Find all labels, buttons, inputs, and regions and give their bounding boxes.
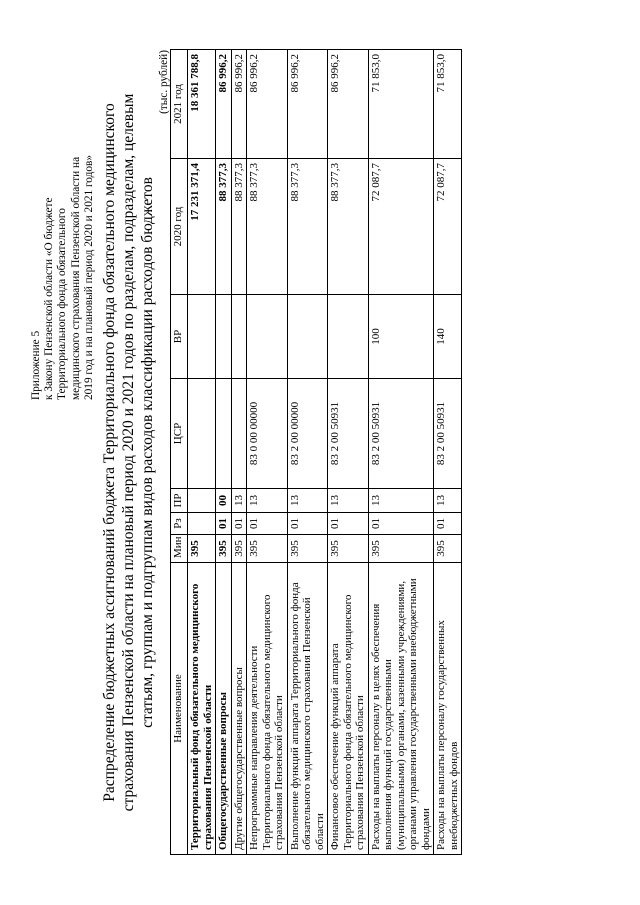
row-2020: 88 377,3 — [328, 159, 369, 295]
header-vr: ВР — [171, 295, 188, 379]
row-2020: 88 377,3 — [247, 159, 288, 295]
row-pr: 13 — [434, 489, 462, 513]
row-2021: 86 996,2 — [216, 50, 232, 159]
row-rz: 01 — [434, 513, 462, 535]
table-row — [216, 50, 232, 855]
title-line: Распределение бюджетных ассигнований бюджета Территориального фонда обязательного медицинского — [101, 103, 118, 802]
row-2021: 86 996,2 — [247, 50, 288, 159]
document-title — [100, 50, 157, 855]
row-rz: 01 — [247, 513, 288, 535]
table-body — [188, 50, 462, 855]
table-row — [188, 50, 216, 855]
row-2021: 86 996,2 — [328, 50, 369, 159]
row-pr: 13 — [287, 489, 328, 513]
row-pr — [188, 489, 216, 513]
row-vr — [216, 295, 232, 379]
annex-line: Приложение 5 — [30, 330, 42, 400]
table-row — [434, 50, 462, 855]
table-row — [231, 50, 247, 855]
row-csr — [188, 379, 216, 489]
row-rz: 01 — [231, 513, 247, 535]
row-name: Общегосударственные вопросы — [216, 563, 232, 855]
row-csr — [231, 379, 247, 489]
units-label: (тыс. рублей) — [158, 50, 170, 114]
row-vr — [188, 295, 216, 379]
header-rz: Рз — [171, 513, 188, 535]
row-vr — [328, 295, 369, 379]
row-pr: 00 — [216, 489, 232, 513]
row-pr: 13 — [368, 489, 434, 513]
row-csr: 83 2 00 50931 — [328, 379, 369, 489]
header-2021: 2021 год — [171, 50, 188, 159]
row-pr: 13 — [328, 489, 369, 513]
row-2021: 86 996,2 — [287, 50, 328, 159]
row-min: 395 — [434, 535, 462, 563]
annex-note — [30, 40, 96, 400]
budget-table — [170, 49, 462, 855]
annex-line: медицинского страхования Пензенской области на — [69, 156, 82, 400]
row-csr: 83 0 00 00000 — [247, 379, 288, 489]
row-2021: 86 996,2 — [231, 50, 247, 159]
row-name: Выполнение функций аппарата Территориального фонда обязательного медицинского страхования Пензенской области — [287, 563, 328, 855]
row-name: Расходы на выплаты персоналу в целях обеспечения выполнения функций государственными (муниципальными) органами, казенными учреждениями, органами управления государственными внебюджетными фондами — [368, 563, 434, 855]
row-2020: 72 087,7 — [434, 159, 462, 295]
row-min: 395 — [287, 535, 328, 563]
row-2020: 88 377,3 — [231, 159, 247, 295]
row-2021: 71 853,0 — [368, 50, 434, 159]
row-vr — [247, 295, 288, 379]
row-name: Другие общегосударственные вопросы — [231, 563, 247, 855]
row-name: Непрограммные направления деятельности Территориального фонда обязательного медицинского страхования Пензенской области — [247, 563, 288, 855]
row-name: Территориальный фонд обязательного медицинского страхования Пензенской области — [188, 563, 216, 855]
row-min: 395 — [231, 535, 247, 563]
title-line: статьям, группам и подгруппам видов расходов классификации расходов бюджетов — [139, 177, 156, 728]
row-2021: 71 853,0 — [434, 50, 462, 159]
header-csr: ЦСР — [171, 379, 188, 489]
table-row — [247, 50, 288, 855]
row-vr — [231, 295, 247, 379]
table-row — [328, 50, 369, 855]
row-rz: 01 — [287, 513, 328, 535]
table-header-row — [171, 50, 188, 855]
row-min: 395 — [188, 535, 216, 563]
row-pr: 13 — [247, 489, 288, 513]
row-name: Расходы на выплаты персоналу государственных внебюджетных фондов — [434, 563, 462, 855]
row-min: 395 — [216, 535, 232, 563]
row-min: 395 — [328, 535, 369, 563]
table-row — [368, 50, 434, 855]
row-vr: 140 — [434, 295, 462, 379]
row-csr: 83 2 00 50931 — [368, 379, 434, 489]
row-min: 395 — [368, 535, 434, 563]
table-row — [287, 50, 328, 855]
title-line: страхования Пензенской области на плановый период 2020 и 2021 годов по разделам, подразделам, целевым — [120, 93, 137, 812]
row-rz: 01 — [216, 513, 232, 535]
row-rz: 01 — [328, 513, 369, 535]
row-name: Финансовое обеспечение функций аппарата Территориального фонда обязательного медицинского страхования Пензенской области — [328, 563, 369, 855]
row-2020: 17 231 371,4 — [188, 159, 216, 295]
header-pr: ПР — [171, 489, 188, 513]
row-csr: 83 2 00 50931 — [434, 379, 462, 489]
row-csr — [216, 379, 232, 489]
row-2020: 72 087,7 — [368, 159, 434, 295]
row-min: 395 — [247, 535, 288, 563]
row-vr — [287, 295, 328, 379]
annex-line: 2019 год и на плановый период 2020 и 2021 годов» — [82, 154, 95, 400]
row-rz — [188, 513, 216, 535]
row-2021: 18 361 788,8 — [188, 50, 216, 159]
annex-line: Территориального фонда обязательного — [56, 208, 69, 400]
header-2020: 2020 год — [171, 159, 188, 295]
row-2020: 88 377,3 — [287, 159, 328, 295]
header-name: Наименование — [171, 563, 188, 855]
row-vr: 100 — [368, 295, 434, 379]
row-2020: 88 377,3 — [216, 159, 232, 295]
row-rz: 01 — [368, 513, 434, 535]
row-pr: 13 — [231, 489, 247, 513]
header-min: Мин — [171, 535, 188, 563]
row-csr: 83 2 00 00000 — [287, 379, 328, 489]
annex-line: к Закону Пензенской области «О бюджете — [43, 197, 56, 400]
